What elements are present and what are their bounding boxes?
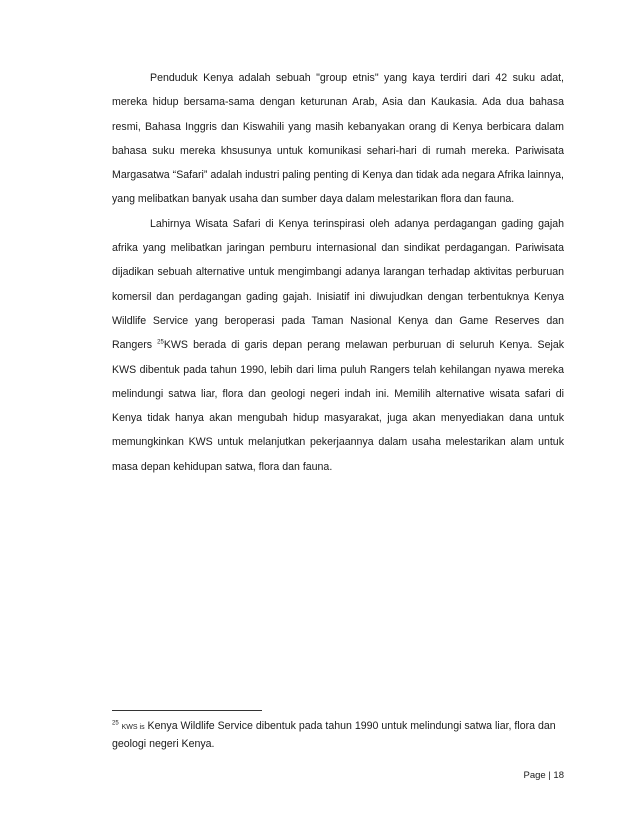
paragraph-2-part-1: Lahirnya Wisata Safari di Kenya terinspirasi oleh adanya perdagangan gading gajah afrika yang melibatkan jaringan pemburu internasional dan sindikat perdagangan. Pariwisata dijadikan sebuah alternative untuk mengimbangi adanya larangan terhadap aktivitas perburuan komersil dan perdagangan gading gajah. Inisiatif ini diwujudkan dengan terbentuknya Kenya Wildlife Service yang beroperasi pada Taman Nasional Kenya dan Game Reserves dan Rangers [112,217,564,352]
paragraph-2 [112,212,564,479]
paragraph-2-part-2: KWS berada di garis depan perang melawan perburuan di seluruh Kenya. Sejak KWS dibentuk pada tahun 1990, lebih dari lima puluh Rangers telah kehilangan nyawa mereka melindungi satwa liar, flora dan geologi negeri indah ini. Memilih alternative wisata safari di Kenya tidak hanya akan mengubah hidup masyarakat, juga akan menyediakan dana untuk memungkinkan KWS untuk melanjutkan pekerjaannya dalam usaha melestarikan alam untuk masa depan kehidupan satwa, flora dan fauna. [112,339,565,473]
footnote-lead: KWS is [121,724,145,731]
footnote-separator [112,710,262,711]
footnote [112,718,564,753]
footnote-reference[interactable]: 25 [157,339,164,346]
footnote-number: 25 [112,720,119,727]
page-number: Page | 18 [523,770,564,781]
paragraph-1: Penduduk Kenya adalah sebuah "group etnis" yang kaya terdiri dari 42 suku adat, mereka hidup bersama-sama dengan keturunan Arab, Asia dan Kaukasia. Ada dua bahasa resmi, Bahasa Inggris dan Kiswahili yang masih kebanyakan orang di Kenya berbicara dalam bahasa suku mereka khsusunya untuk komunikasi sehari-hari di rumah mereka. Pariwisata Margasatwa “Safari” adalah industri paling penting di Kenya dan tidak ada negara Afrika lainnya, yang melibatkan banyak usaha dan sumber daya dalam melestarikan flora dan fauna. [112,72,564,206]
footnote-text: Kenya Wildlife Service dibentuk pada tahun 1990 untuk melindungi satwa liar, flora dan geologi negeri Kenya. [112,720,556,750]
body-text [112,66,564,479]
